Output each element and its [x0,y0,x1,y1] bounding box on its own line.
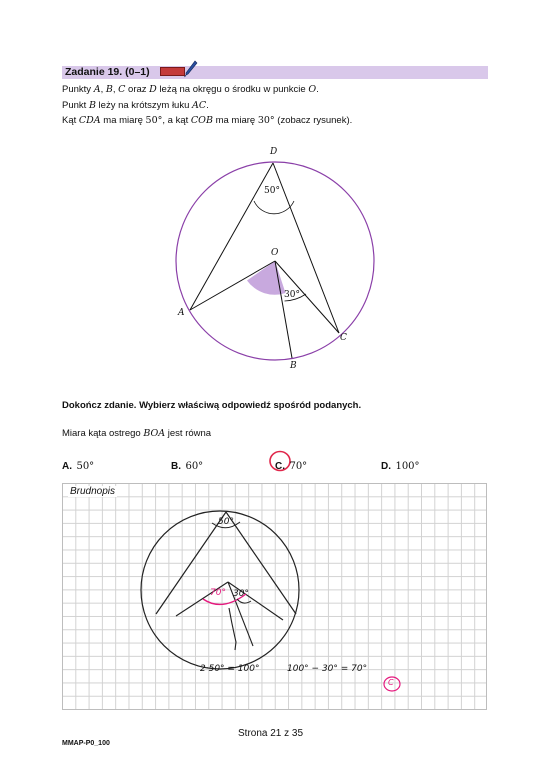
label-c: C [340,333,347,343]
scratch-answer: C [388,678,394,687]
option-c[interactable]: C. 70° [275,461,308,472]
task-line-1: Punkty A, B, C oraz D leżą na okręgu o środku w punkcie O. [62,84,319,95]
instruction: Dokończ zdanie. Wybierz właściwą odpowiedź spośród podanych. [62,400,362,411]
task-line-3: Kąt CDA ma miarę 50°, a kąt COB ma miarę 30° (zobacz rysunek). [62,115,353,126]
task-line-2: Punkt B leży na krótszym łuku AC. [62,100,209,111]
document-code: MMAP-P0_100 [62,740,110,747]
scratch-angle-left: 70° [210,588,226,598]
scratch-calc-1: 2·50° = 100° [200,664,260,674]
label-d: D [270,147,278,157]
label-a: A [178,308,185,318]
question: Miara kąta ostrego BOA jest równa [62,428,212,439]
angle-cob-label: 30° [284,290,300,300]
label-o: O [271,248,279,258]
scratch-angle-top: 50° [218,517,234,527]
option-a[interactable]: A. 50° [62,461,95,472]
angle-d-label: 50° [264,186,280,196]
scratchpad-label: Brudnopis [70,486,116,497]
label-b: B [290,361,297,371]
scratch-calc-2: 100° − 30° = 70° [287,664,368,674]
option-b[interactable]: B. 60° [171,461,204,472]
page-number: Strona 21 z 35 [238,728,304,739]
task-title: Zadanie 19. (0–1) [65,66,150,78]
scratch-angle-right: 30° [233,589,249,599]
option-d[interactable]: D. 100° [381,461,420,472]
